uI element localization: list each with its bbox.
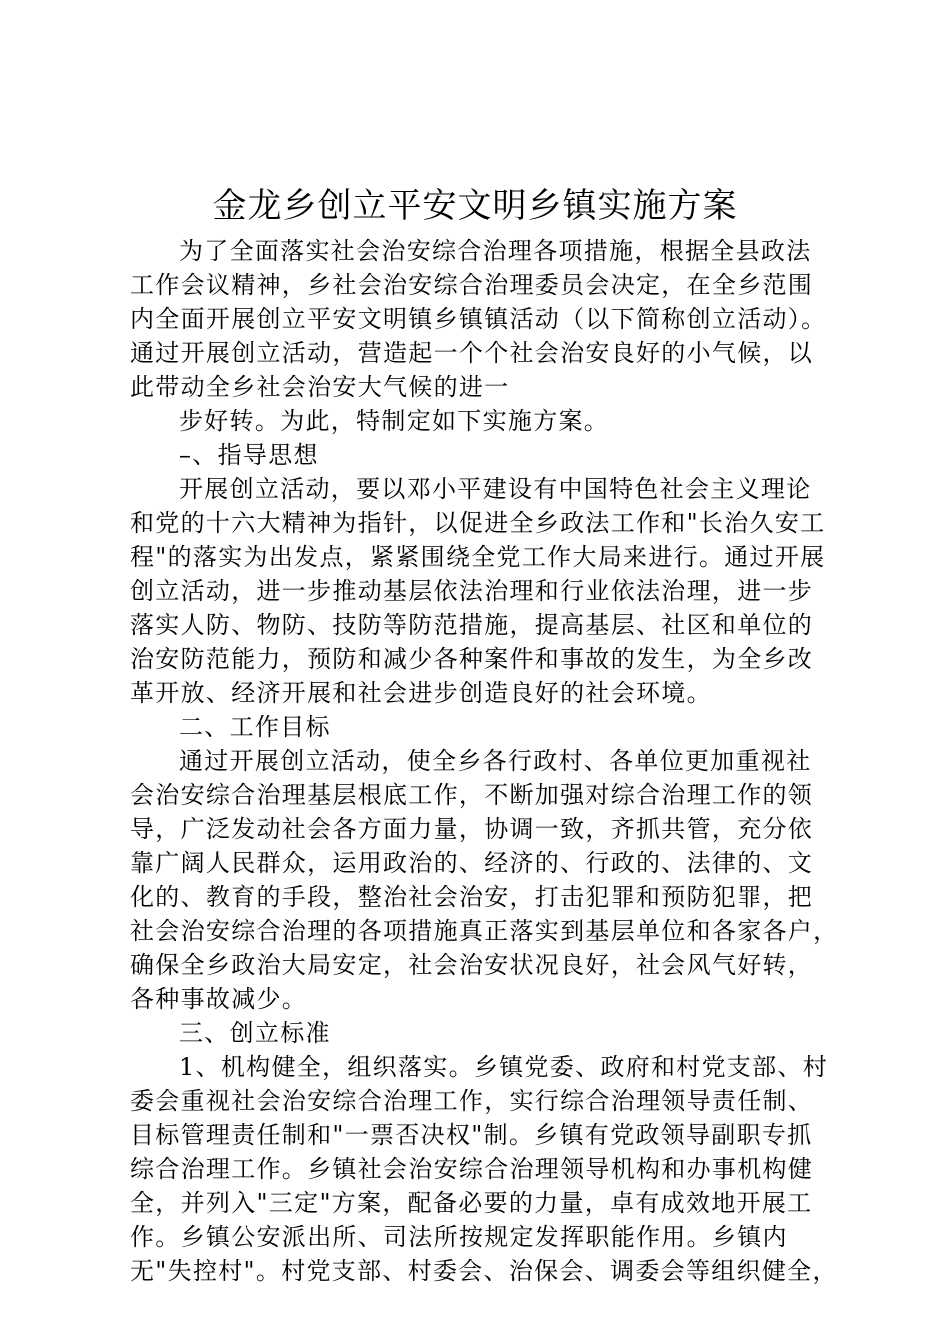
section-heading: –、指导思想 [179, 441, 319, 469]
paragraph-line: 工作会议精神，乡社会治安综合治理委员会决定，在全乡范围 [130, 271, 814, 299]
paragraph-line: 作。乡镇公安派出所、司法所按规定发挥职能作用。乡镇内 [130, 1223, 788, 1251]
paragraph-line: 导，广泛发动社会各方面力量，协调一致，齐抓共管，充分依 [130, 815, 814, 843]
paragraph-line: 全，并列入"三定"方案，配备必要的力量，卓有成效地开展工 [130, 1189, 813, 1217]
paragraph-line: 靠广阔人民群众，运用政治的、经济的、行政的、法律的、文 [130, 849, 814, 877]
section-heading: 二、工作目标 [179, 713, 331, 741]
paragraph-line: 综合治理工作。乡镇社会治安综合治理领导机构和办事机构健 [130, 1155, 814, 1183]
paragraph-line: 化的、教育的手段，整治社会治安，打击犯罪和预防犯罪，把 [130, 883, 814, 911]
paragraph-line: 通过开展创立活动，营造起一个个社会治安良好的小气候，以 [130, 339, 814, 367]
paragraph-line: 确保全乡政治大局安定，社会治安状况良好，社会风气好转， [130, 951, 814, 979]
document-title: 金龙乡创立平安文明乡镇实施方案 [212, 186, 738, 226]
paragraph-line: 落实人防、物防、技防等防范措施，提高基层、社区和单位的 [130, 611, 814, 639]
paragraph-line: 委会重视社会治安综合治理工作，实行综合治理领导责任制、 [130, 1087, 814, 1115]
paragraph-line: 1、机构健全，组织落实。乡镇党委、政府和村党支部、村 [179, 1053, 829, 1081]
paragraph-line: 此带动全乡社会治安大气候的进一 [130, 373, 510, 401]
paragraph-line: 无"失控村"。村党支部、村委会、治保会、调委会等组织健全， [130, 1257, 838, 1285]
paragraph-line: 会治安综合治理基层根底工作，不断加强对综合治理工作的领 [130, 781, 814, 809]
paragraph-line: 程"的落实为出发点，紧紧围绕全党工作大局来进行。通过开展 [130, 543, 826, 571]
paragraph-line: 和党的十六大精神为指针，以促进全乡政法工作和"长治久安工 [130, 509, 826, 537]
paragraph-line: 社会治安综合治理的各项措施真正落实到基层单位和各家各户， [130, 917, 839, 945]
paragraph-line: 各种事故减少。 [130, 985, 308, 1013]
paragraph-line: 革开放、经济开展和社会进步创造良好的社会环境。 [130, 679, 712, 707]
paragraph-line: 治安防范能力，预防和减少各种案件和事故的发生，为全乡改 [130, 645, 814, 673]
paragraph-line: 目标管理责任制和"一票否决权"制。乡镇有党政领导副职专抓 [130, 1121, 813, 1149]
section-heading: 三、创立标准 [179, 1019, 331, 1047]
paragraph-line: 为了全面落实社会治安综合治理各项措施，根据全县政法 [179, 237, 812, 265]
paragraph-line: 步好转。为此，特制定如下实施方案。 [179, 407, 610, 435]
paragraph-line: 开展创立活动，要以邓小平建设有中国特色社会主义理论 [179, 475, 812, 503]
paragraph-line: 创立活动，进一步推动基层依法治理和行业依法治理，进一步 [130, 577, 814, 605]
paragraph-line: 通过开展创立活动，使全乡各行政村、各单位更加重视社 [179, 747, 812, 775]
paragraph-line: 内全面开展创立平安文明镇乡镇镇活动（以下简称创立活动）。 [130, 305, 827, 333]
